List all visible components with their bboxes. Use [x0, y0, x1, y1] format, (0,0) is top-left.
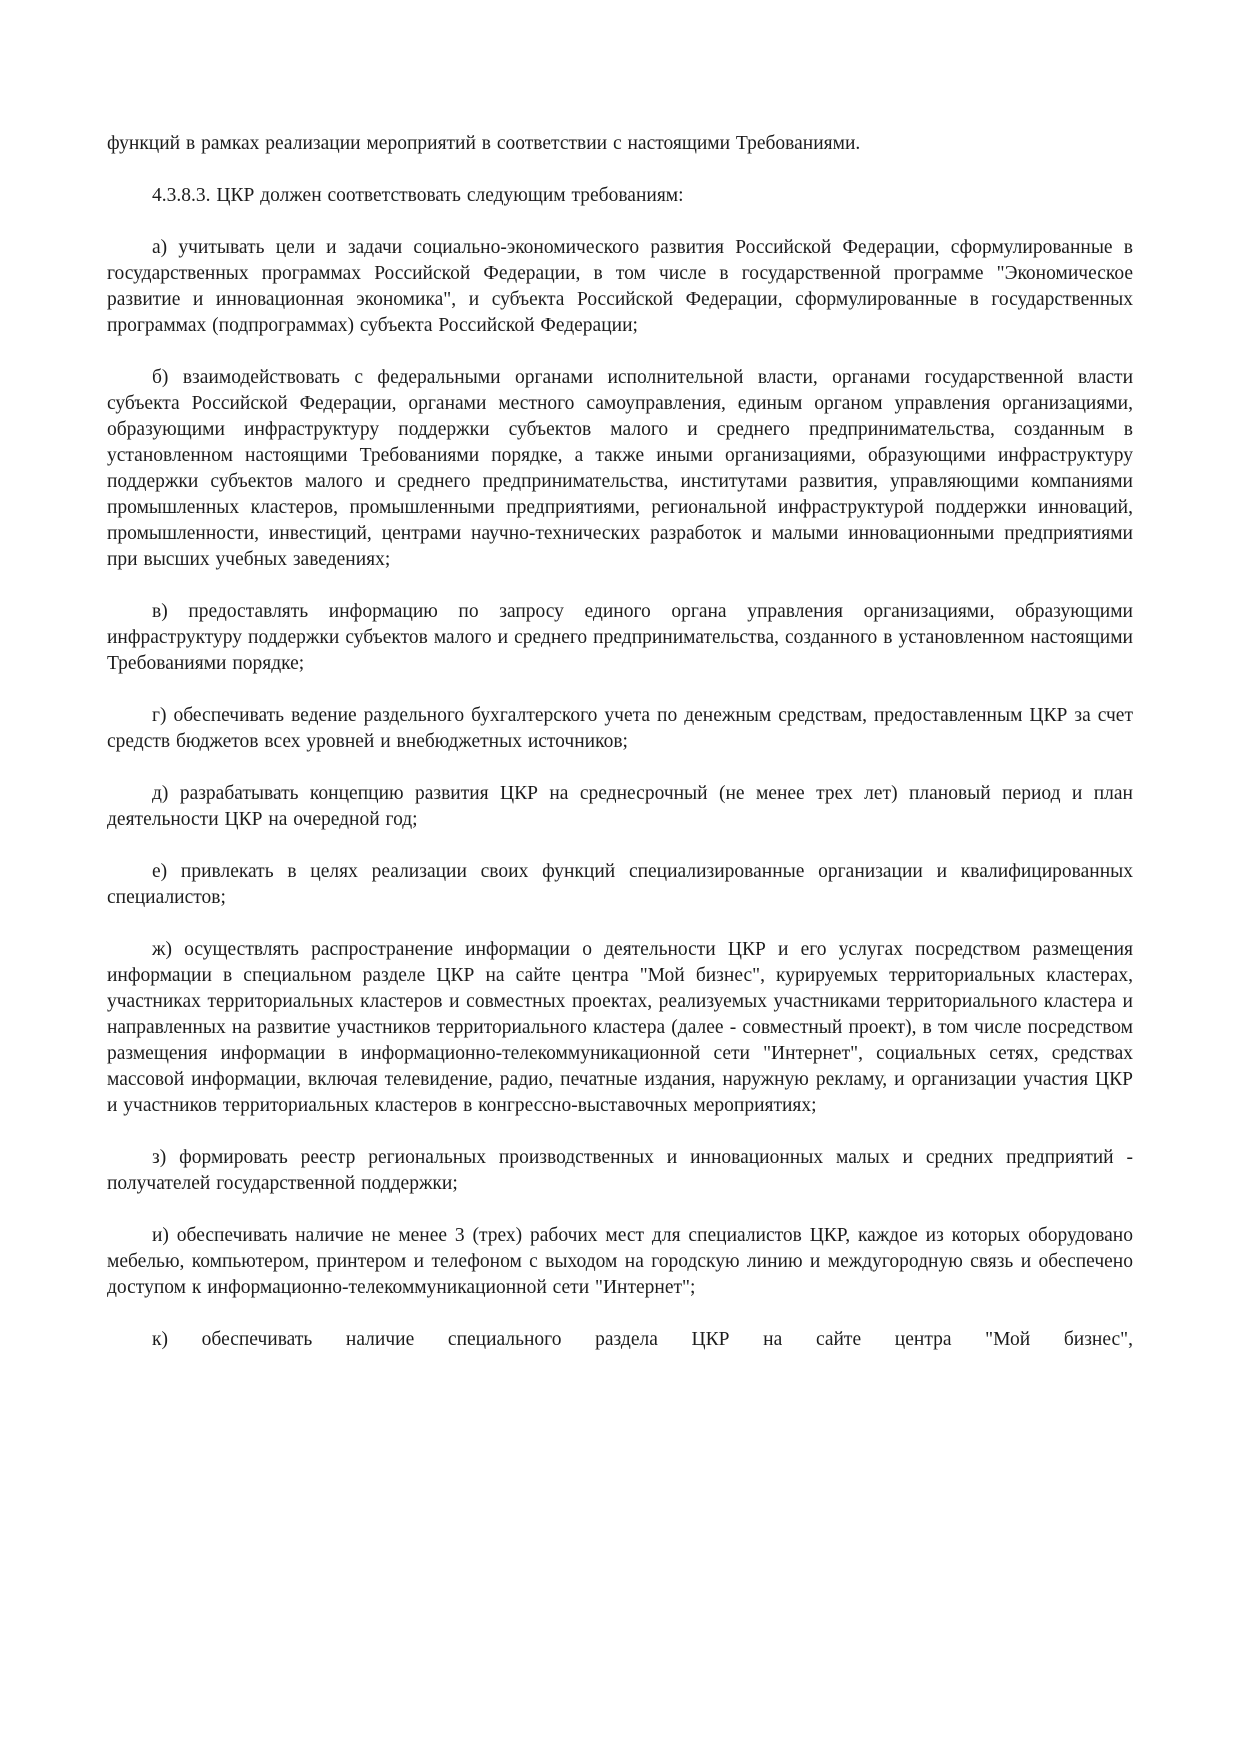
document-body — [107, 131, 1133, 1353]
paragraph-item-g: г) обеспечивать ведение раздельного бухгалтерского учета по денежным средствам, предоставленным ЦКР за счет средств бюджетов всех уровней и внебюджетных источников; — [107, 705, 1133, 752]
paragraph-item-d: д) разрабатывать концепцию развития ЦКР на среднесрочный (не менее трех лет) плановый период и план деятельности ЦКР на очередной год; — [107, 783, 1133, 830]
paragraph-continuation: функций в рамках реализации мероприятий в соответствии с настоящими Требованиями. — [107, 133, 861, 154]
paragraph-item-v: в) предоставлять информацию по запросу единого органа управления организациями, образующими инфраструктуру поддержки субъектов малого и среднего предпринимательства, созданного в установленном настоящими Требованиями порядке; — [107, 601, 1133, 674]
paragraph-item-a: а) учитывать цели и задачи социально-экономического развития Российской Федерации, сформулированные в государственных программах Российской Федерации, в том числе в государственной программе "Экономическое развитие и инновационная экономика", и субъекта Российской Федерации, сформулированные в государственных программах (подпрограммах) субъекта Российской Федерации; — [107, 237, 1133, 336]
paragraph-item-b: б) взаимодействовать с федеральными органами исполнительной власти, органами государственной власти субъекта Российской Федерации, органами местного самоуправления, единым органом управления организациями, образующими инфраструктуру поддержки субъектов малого и среднего предпринимательства, созданным в установленном настоящими Требованиями порядке, а также иными организациями, образующими инфраструктуру поддержки субъектов малого и среднего предпринимательства, институтами развития, управляющими компаниями промышленных кластеров, промышленными предприятиями, региональной инфраструктурой поддержки инноваций, промышленности, инвестиций, центрами научно-технических разработок и малыми инновационными предприятиями при высших учебных заведениях; — [107, 367, 1133, 570]
paragraph-item-e: е) привлекать в целях реализации своих функций специализированные организации и квалифицированных специалистов; — [107, 861, 1133, 908]
paragraph-item-i: и) обеспечивать наличие не менее 3 (трех) рабочих мест для специалистов ЦКР, каждое из которых оборудовано мебелью, компьютером, принтером и телефоном с выходом на городскую линию и междугородную связь и обеспечено доступом к информационно-телекоммуникационной сети "Интернет"; — [107, 1225, 1133, 1298]
paragraph-clause-4383: 4.3.8.3. ЦКР должен соответствовать следующим требованиям: — [152, 185, 684, 206]
paragraph-item-z: з) формировать реестр региональных производственных и инновационных малых и средних предприятий - получателей государственной поддержки; — [107, 1147, 1133, 1194]
paragraph-item-zh: ж) осуществлять распространение информации о деятельности ЦКР и его услугах посредством размещения информации в специальном разделе ЦКР на сайте центра "Мой бизнес", курируемых территориальных кластерах, участниках территориальных кластеров и совместных проектах, реализуемых участниками территориального кластера и направленных на развитие участников территориального кластера (далее - совместный проект), в том числе посредством размещения информации в информационно-телекоммуникационной сети "Интернет", социальных сетях, средствах массовой информации, включая телевидение, радио, печатные издания, наружную рекламу, и организации участия ЦКР и участников территориальных кластеров в конгрессно-выставочных мероприятиях; — [107, 939, 1133, 1116]
paragraph-item-k: к) обеспечивать наличие специального раздела ЦКР на сайте центра "Мой бизнес", — [152, 1329, 1133, 1350]
